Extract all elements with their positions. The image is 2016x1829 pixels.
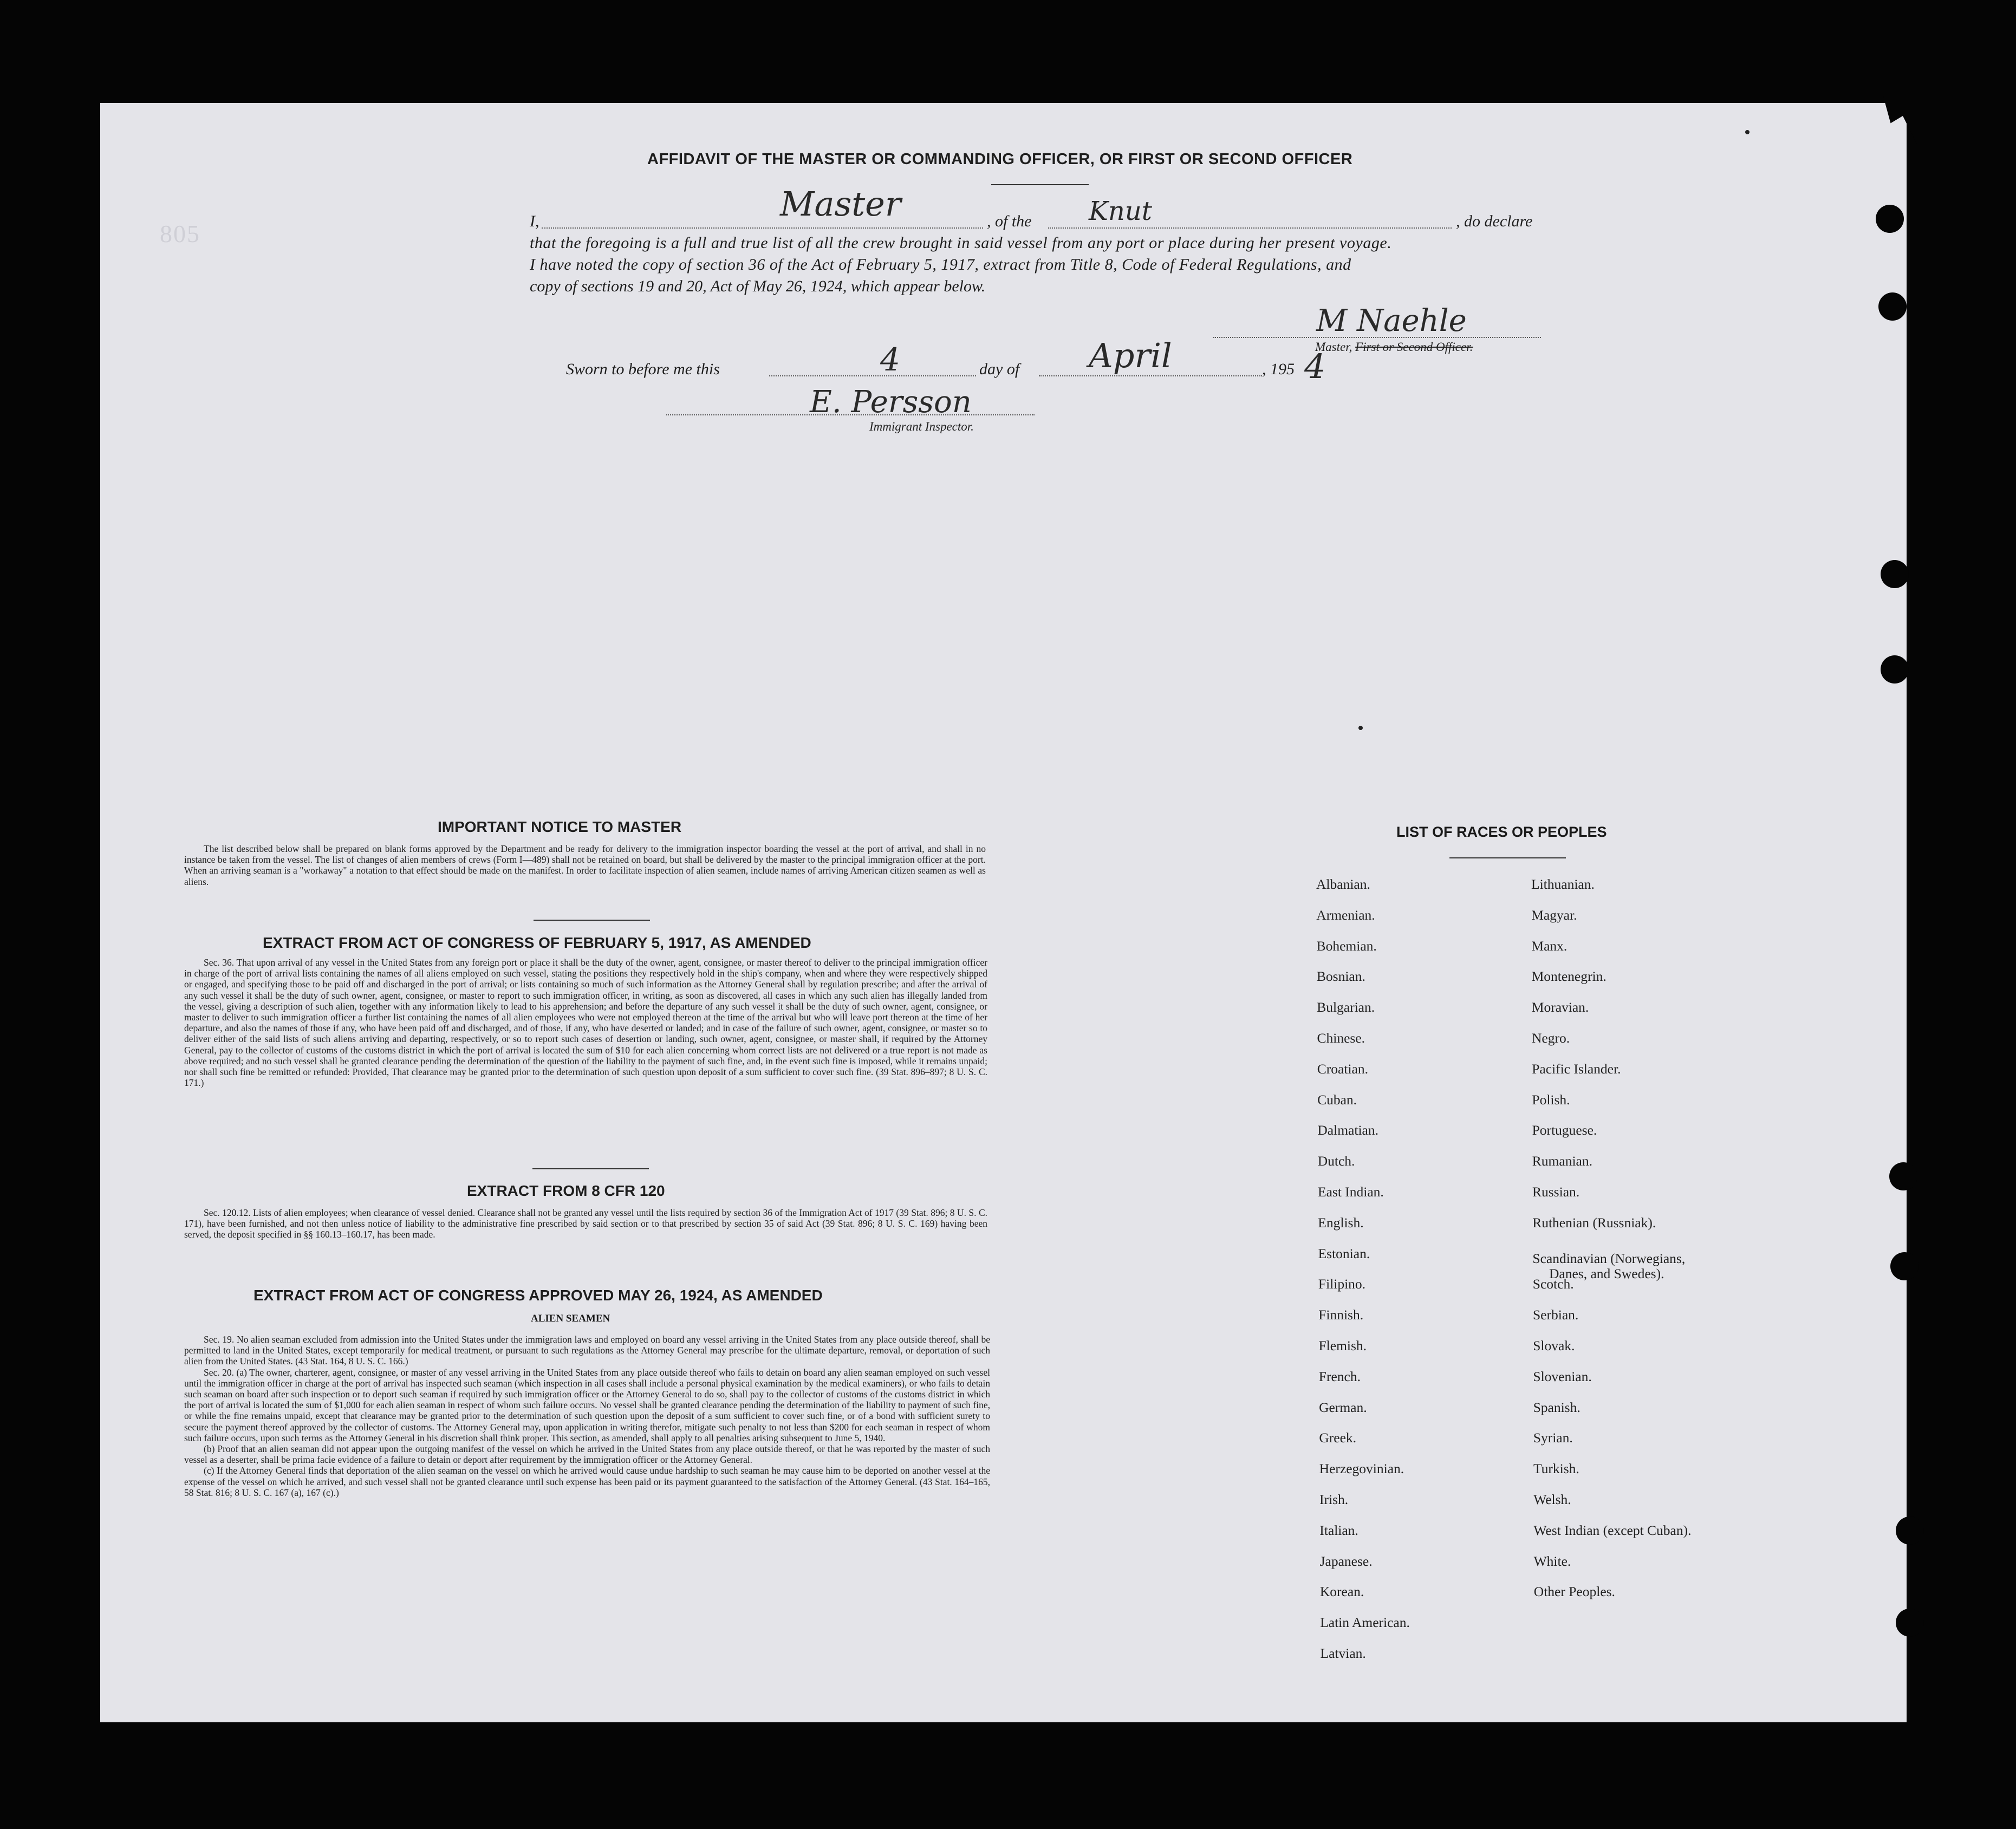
race-item: Cuban. [1317,1091,1357,1108]
race-item: Bohemian. [1316,938,1377,954]
race-item: Turkish. [1533,1461,1579,1477]
extract-1917-title: EXTRACT FROM ACT OF CONGRESS OF FEBRUARY 5, 1917, AS AMENDED [263,934,811,951]
race-item: French. [1318,1368,1361,1384]
extract-1924-body [184,1334,990,1498]
race-item: Croatian. [1317,1060,1368,1077]
master-caption-struck: First or Second Officer. [1355,340,1473,354]
affidavit-line4: copy of sections 19 and 20, Act of May 26, 1924, which appear below. [530,277,986,295]
race-item: Portuguese. [1532,1122,1597,1138]
extract-1924-subtitle: ALIEN SEAMEN [531,1313,610,1324]
race-item: Dalmatian. [1317,1122,1378,1138]
extract-1924-sec20b: (b) Proof that an alien seaman did not appear upon the outgoing manifest of the vessel on which he arrived in the United States from any place outside thereof, or that he was reported by the master of such vessel as a deserter, shall be prima facie evidence of a failure to detain or deport after requirement by the immigration officer or the Attorney General. [184,1443,990,1466]
vessel-handwritten: Knut [1089,196,1152,226]
race-item: Greek. [1319,1430,1357,1446]
race-item: Manx. [1531,938,1568,954]
race-item: Serbian. [1533,1307,1579,1323]
extract-1917-paragraph: Sec. 36. That upon arrival of any vessel in the United States from any foreign port or place it shall be the duty of the owner, agent, consignee, or master thereof to deliver to the principal immigration officer in charge of the port of arrival lists containing the names of all aliens employed on such vessel, stating the positions they respectively hold in the ship's company, when and where they were respectively shipped or engaged, and specifying those to be paid off and discharged in the port of arrival; or lists containing so much of such information as the Attorney General shall by regulation prescribe; and after the arrival of any such vessel it shall be the duty of such owner, agent, consignee, or master to report to such immigration officer, in writing, as soon as discovered, all cases in which any such alien has illegally landed from the vessel, giving a description of such alien, together with any information likely to lead to his apprehension; and before the departure of any such vessel it shall be the duty of such owner, agent, consignee, or master to deliver to such immigration officer a further list containing the names of all alien employees who were not employed thereon at the time of the arrival but who will leave port thereon at the time of her departure, and also the names of those if any, who have been paid off and discharged, and of those, if any, who have deserted or landed; and in case of the failure of such owner, agent, consignee, or master so to deliver either of the said lists of such aliens arriving and departing, respectively, or so to report such cases of desertion or landing, such owner, agent, consignee, or master shall, if required by the Attorney General, pay to the collector of customs of the customs district in which the port of arrival is located the sum of $10 for each alien concerning whom correct lists are not delivered or a true report is not made as above required; and no such vessel shall be granted clearance pending the determination of the question of the liability to the payment of such fine, and, in the event such fine is imposed, while it remains unpaid; nor shall such fine be remitted or refunded: Provided, That clearance may be granted prior to the determination of such question upon deposit of a sum sufficient to cover such fine. (39 Stat. 896–897; 8 U. S. C. 171.) [184,957,987,1089]
master-signature: M Naehle [1316,303,1467,339]
race-item: Italian. [1319,1522,1358,1538]
binder-hole [1890,1252,1919,1280]
faint-page-number: 805 [160,220,200,248]
race-item: Dutch. [1317,1153,1355,1169]
extract-1924-title: EXTRACT FROM ACT OF CONGRESS APPROVED MAY 26, 1924, AS AMENDED [253,1287,823,1304]
extract-cfr-title: EXTRACT FROM 8 CFR 120 [467,1182,665,1199]
sworn-label: Sworn to before me this [566,360,720,378]
extract-1924-sec19: Sec. 19. No alien seaman excluded from admission into the United States under the immigration laws and employed on board any vessel arriving in the United States from any place outside thereof, shall be permitted to land in the United States, except temporarily for medical treatment, or pursuant to such regulations as the Attorney General may prescribe for the ultimate departure, removal, or deportation of such alien from the United States. (43 Stat. 164, 8 U. S. C. 166.) [184,1334,990,1367]
binder-hole [1878,292,1907,321]
vessel-line [1048,227,1452,229]
section-divider [532,1168,649,1169]
races-divider [1449,857,1566,858]
day-of-label: day of [979,360,1020,378]
race-item: Scandinavian (Norwegians, [1532,1251,1686,1266]
race-item: German. [1319,1399,1367,1415]
extract-cfr-body [184,1207,987,1240]
year-digit: 4 [1304,347,1326,386]
race-item: Flemish. [1318,1338,1367,1353]
extract-1924-sec20a: Sec. 20. (a) The owner, charterer, agent, consignee, or master of any vessel arriving in the United States from any place outside thereof who fails to detain on board any alien seaman employed on such vessel until the immigration officer in charge at the port of arrival has inspected such seaman (which inspection in all cases shall include a personal physical examination by the medical examiners), or who fails to detain such seaman on board after such inspection or to deport such seaman if required by such immigration officer or the Attorney General to do so, shall pay to the collector of customs of the customs district in which the port of arrival is located the sum of $1,000 for each alien seaman in respect of whom such failure occurs. No vessel shall be granted clearance pending the determination of the liability to payment of such fine, or while the fine remains unpaid, except that clearance may be granted prior to the determination of such question upon the deposit of a sum sufficient to cover such fine, or of a bond with sufficient surety to secure the payment thereof approved by the collector of customs. The Attorney General may, upon application in writing therefor, mitigate such penalty to not less than $200 for each seaman in respect of whom such failure occurs, upon such terms as the Attorney General in his discretion shall think proper. This section, as amended, shall apply to all penalties arising subsequent to June 5, 1940. [184,1366,990,1443]
notice-paragraph: The list described below shall be prepared on blank forms approved by the Department and be ready for delivery to the immigration inspector boarding the vessel at the port of arrival, and shall in no instance be taken from the vessel. The list of changes of alien members of crews (Form I—489) shall not be retained on board, but shall be delivered by the master to the principal immigration officer at the port. When an arriving seaman is a "workaway" a notation to that effect should be made on the manifest. In order to facilitate inspection of alien seamen, include names of arriving American citizen seamen as well as aliens. [184,843,986,887]
race-item: Armenian. [1316,907,1375,923]
binder-hole [1896,1516,1924,1545]
race-item: Spanish. [1533,1399,1581,1415]
race-item: Herzegovinian. [1319,1461,1404,1477]
notice-title: IMPORTANT NOTICE TO MASTER [438,818,682,835]
master-caption-label: Master, [1315,340,1352,354]
race-item: Albanian. [1316,876,1370,892]
race-item: Pacific Islander. [1532,1060,1621,1077]
inspector-caption: Immigrant Inspector. [869,420,974,433]
race-item: Syrian. [1533,1430,1573,1446]
race-item: West Indian (except Cuban). [1533,1522,1692,1538]
binder-hole [1889,1162,1917,1190]
name-line [542,227,983,229]
sworn-month: April [1089,336,1172,375]
race-item: Finnish. [1318,1307,1364,1323]
affidavit-line2: that the foregoing is a full and true list of all the crew brought in said vessel from any port or place during her present voyage. [530,234,1392,252]
race-item: Lithuanian. [1531,876,1595,892]
race-item: English. [1318,1214,1364,1231]
binder-hole [1881,560,1909,588]
binder-hole [1896,1609,1924,1637]
sworn-month-line [1039,375,1262,376]
race-item: Scotch. [1532,1276,1574,1292]
race-item: Estonian. [1318,1245,1370,1261]
race-item: Danes, and Swedes). [1549,1266,1664,1281]
race-item: Other Peoples. [1533,1584,1615,1600]
race-item: East Indian. [1318,1184,1384,1200]
race-item: Japanese. [1319,1553,1373,1569]
race-item: Latvian. [1320,1645,1366,1661]
affidavit-suffix: , do declare [1456,212,1533,230]
extract-1917-body [184,957,987,1088]
race-item: Bosnian. [1316,968,1365,985]
race-item: Polish. [1532,1091,1570,1108]
affidavit-line3: I have noted the copy of section 36 of the Act of February 5, 1917, extract from Title 8, Code of Federal Regulations, and [530,256,1351,274]
race-item: Bulgarian. [1317,999,1375,1016]
speck [1358,726,1363,730]
notice-body [184,843,986,887]
race-item: Welsh. [1533,1492,1571,1507]
race-item: Rumanian. [1532,1153,1592,1169]
race-item: Slovenian. [1533,1368,1592,1384]
inspector-signature: E. Persson [810,385,972,420]
race-item: Irish. [1319,1492,1349,1507]
race-item: Moravian. [1531,999,1589,1016]
sworn-day-line [769,375,976,376]
race-item: White. [1533,1553,1571,1569]
year-prefix: , 195 [1262,360,1295,378]
sworn-day: 4 [880,341,900,378]
affidavit-mid: , of the [987,212,1032,230]
speck [1745,130,1750,134]
extract-1924-sec20c: (c) If the Attorney General finds that deportation of the alien seaman on the vessel on which he arrived would cause undue hardship to such seaman he may cause him to be deported on another vessel at the expense of the vessel on which he arrived, and such vessel shall not be granted clearance until such expense has been paid or its payment guaranteed to the satisfaction of the Attorney General. (43 Stat. 164–165, 58 Stat. 816; 8 U. S. C. 167 (a), 167 (c).) [184,1465,990,1498]
binder-hole [1881,655,1909,684]
race-item: Montenegrin. [1531,968,1607,985]
race-item: Latin American. [1320,1615,1410,1631]
affidavit-title: AFFIDAVIT OF THE MASTER OR COMMANDING OFFICER, OR FIRST OR SECOND OFFICER [647,151,1353,168]
race-item: Filipino. [1318,1276,1366,1292]
race-item: Ruthenian (Russniak). [1532,1214,1656,1231]
race-item: Korean. [1319,1584,1364,1600]
race-item: Magyar. [1531,907,1577,923]
section-divider [534,920,650,921]
master-caption [1315,340,1473,354]
race-item: Chinese. [1317,1030,1365,1046]
extract-cfr-paragraph: Sec. 120.12. Lists of alien employees; when clearance of vessel denied. Clearance shall not be granted any vessel until the lists required by section 36 of the Immigration Act of 1917 (39 Stat. 896; 8 U. S. C. 171), have been furnished, and not then unless notice of liability to the administrative fine prescribed by said section or to that prescribed by section 35 of said Act (39 Stat. 896; 8 U. S. C. 169) having been served, the deposit specified in §§ 160.13–160.17, has been made. [184,1207,987,1240]
title-divider [991,184,1089,185]
race-item: Slovak. [1533,1338,1575,1353]
affidavit-prefix: I, [530,212,539,230]
name-handwritten: Master [780,184,901,224]
race-item: Russian. [1532,1184,1580,1200]
binder-hole [1876,205,1904,233]
race-item: Negro. [1532,1030,1570,1046]
races-title: LIST OF RACES OR PEOPLES [1396,824,1607,840]
